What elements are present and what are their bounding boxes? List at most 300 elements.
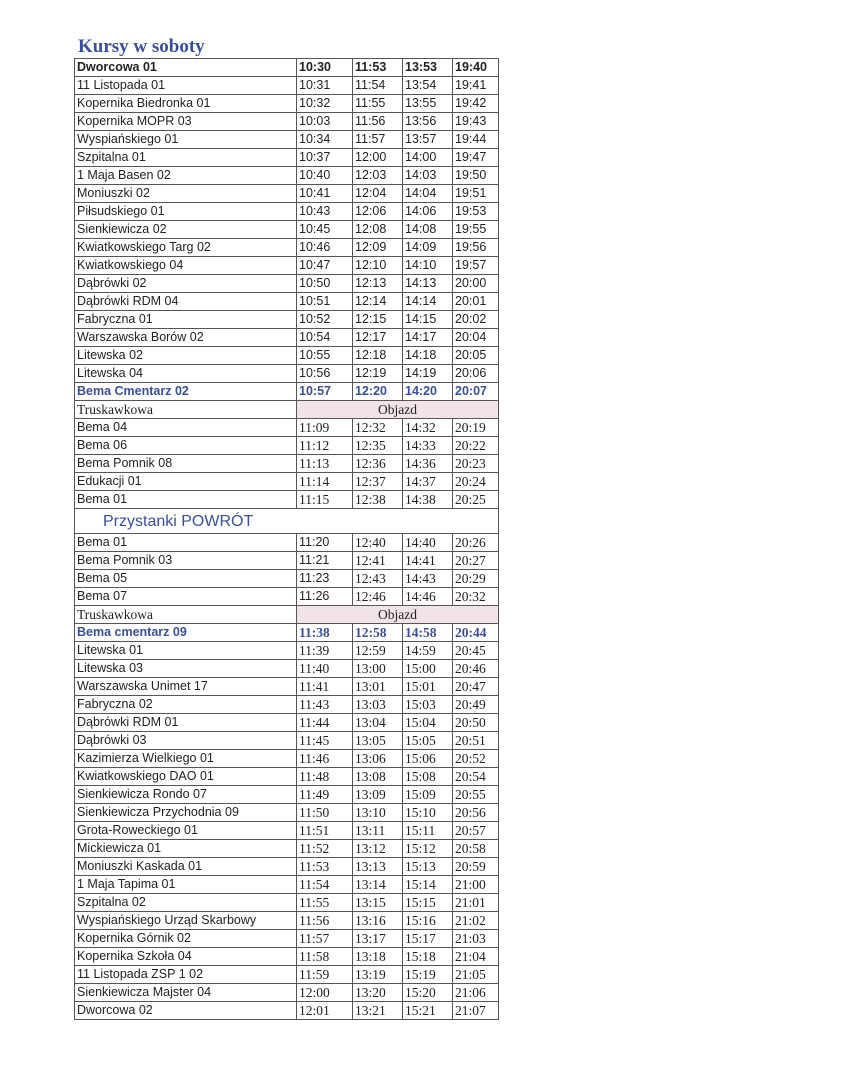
departure-time: 14:37 bbox=[403, 473, 453, 491]
departure-time: 10:45 bbox=[297, 221, 353, 239]
table-row bbox=[75, 948, 499, 966]
departure-time: 10:30 bbox=[297, 59, 353, 77]
stop-name: Truskawkowa bbox=[75, 401, 297, 419]
table-row bbox=[75, 329, 499, 347]
table-row bbox=[75, 149, 499, 167]
departure-time: 20:27 bbox=[453, 552, 499, 570]
stop-name: Dąbrówki 02 bbox=[75, 275, 297, 293]
departure-time: 12:19 bbox=[353, 365, 403, 383]
departure-time: 20:46 bbox=[453, 660, 499, 678]
stop-name: Kwiatkowskiego Targ 02 bbox=[75, 239, 297, 257]
departure-time: 20:23 bbox=[453, 455, 499, 473]
departure-time: 14:32 bbox=[403, 419, 453, 437]
stop-name: Kwiatkowskiego 04 bbox=[75, 257, 297, 275]
departure-time: 10:51 bbox=[297, 293, 353, 311]
departure-time: 11:14 bbox=[297, 473, 353, 491]
departure-time: 13:13 bbox=[353, 858, 403, 876]
table-row bbox=[75, 966, 499, 984]
stop-name: Dworcowa 01 bbox=[75, 59, 297, 77]
departure-time: 11:21 bbox=[297, 552, 353, 570]
table-row bbox=[75, 365, 499, 383]
stop-name: Kopernika MOPR 03 bbox=[75, 113, 297, 131]
table-row bbox=[75, 534, 499, 552]
detour-row bbox=[75, 401, 499, 419]
stop-name: Dąbrówki RDM 01 bbox=[75, 714, 297, 732]
departure-time: 12:09 bbox=[353, 239, 403, 257]
table-row bbox=[75, 858, 499, 876]
departure-time: 14:15 bbox=[403, 311, 453, 329]
stop-name: Kwiatkowskiego DAO 01 bbox=[75, 768, 297, 786]
departure-time: 20:26 bbox=[453, 534, 499, 552]
page-title: Kursy w soboty bbox=[78, 36, 205, 57]
departure-time: 13:54 bbox=[403, 77, 453, 95]
departure-time: 19:50 bbox=[453, 167, 499, 185]
stop-name: Sienkiewicza 02 bbox=[75, 221, 297, 239]
departure-time: 15:11 bbox=[403, 822, 453, 840]
departure-time: 11:12 bbox=[297, 437, 353, 455]
departure-time: 12:40 bbox=[353, 534, 403, 552]
departure-time: 20:47 bbox=[453, 678, 499, 696]
table-row bbox=[75, 293, 499, 311]
departure-time: 20:57 bbox=[453, 822, 499, 840]
departure-time: 11:39 bbox=[297, 642, 353, 660]
departure-time: 14:36 bbox=[403, 455, 453, 473]
departure-time: 14:20 bbox=[403, 383, 453, 401]
departure-time: 12:18 bbox=[353, 347, 403, 365]
departure-time: 11:59 bbox=[297, 966, 353, 984]
departure-time: 15:08 bbox=[403, 768, 453, 786]
departure-time: 14:40 bbox=[403, 534, 453, 552]
table-row bbox=[75, 347, 499, 365]
stop-name: 11 Listopada ZSP 1 02 bbox=[75, 966, 297, 984]
departure-time: 11:44 bbox=[297, 714, 353, 732]
departure-time: 15:04 bbox=[403, 714, 453, 732]
stop-name: Dworcowa 02 bbox=[75, 1002, 297, 1020]
departure-time: 12:01 bbox=[297, 1002, 353, 1020]
departure-time: 11:57 bbox=[297, 930, 353, 948]
departure-time: 11:23 bbox=[297, 570, 353, 588]
table-row bbox=[75, 588, 499, 606]
stop-name: Warszawska Unimet 17 bbox=[75, 678, 297, 696]
table-row bbox=[75, 552, 499, 570]
departure-time: 11:43 bbox=[297, 696, 353, 714]
table-row bbox=[75, 419, 499, 437]
stop-name: Bema 07 bbox=[75, 588, 297, 606]
departure-time: 13:04 bbox=[353, 714, 403, 732]
departure-time: 11:55 bbox=[297, 894, 353, 912]
departure-time: 13:09 bbox=[353, 786, 403, 804]
table-row bbox=[75, 221, 499, 239]
departure-time: 15:10 bbox=[403, 804, 453, 822]
departure-time: 19:42 bbox=[453, 95, 499, 113]
departure-time: 20:54 bbox=[453, 768, 499, 786]
departure-time: 10:46 bbox=[297, 239, 353, 257]
departure-time: 10:50 bbox=[297, 275, 353, 293]
stop-name: Sienkiewicza Rondo 07 bbox=[75, 786, 297, 804]
table-row bbox=[75, 167, 499, 185]
departure-time: 14:33 bbox=[403, 437, 453, 455]
stop-name: Moniuszki Kaskada 01 bbox=[75, 858, 297, 876]
timetable bbox=[74, 58, 499, 1020]
departure-time: 10:57 bbox=[297, 383, 353, 401]
table-row bbox=[75, 239, 499, 257]
table-row bbox=[75, 473, 499, 491]
departure-time: 15:06 bbox=[403, 750, 453, 768]
departure-time: 20:02 bbox=[453, 311, 499, 329]
stop-name: Bema Pomnik 08 bbox=[75, 455, 297, 473]
departure-time: 14:19 bbox=[403, 365, 453, 383]
departure-time: 19:44 bbox=[453, 131, 499, 149]
departure-time: 11:40 bbox=[297, 660, 353, 678]
table-row bbox=[75, 455, 499, 473]
departure-time: 21:00 bbox=[453, 876, 499, 894]
stop-name: Bema 01 bbox=[75, 534, 297, 552]
departure-time: 11:58 bbox=[297, 948, 353, 966]
stop-name: Sienkiewicza Majster 04 bbox=[75, 984, 297, 1002]
stop-name: Sienkiewicza Przychodnia 09 bbox=[75, 804, 297, 822]
departure-time: 13:21 bbox=[353, 1002, 403, 1020]
departure-time: 15:03 bbox=[403, 696, 453, 714]
departure-time: 13:20 bbox=[353, 984, 403, 1002]
table-row bbox=[75, 113, 499, 131]
departure-time: 10:47 bbox=[297, 257, 353, 275]
departure-time: 14:43 bbox=[403, 570, 453, 588]
departure-time: 11:20 bbox=[297, 534, 353, 552]
table-row bbox=[75, 95, 499, 113]
departure-time: 12:15 bbox=[353, 311, 403, 329]
table-row bbox=[75, 77, 499, 95]
table-row bbox=[75, 131, 499, 149]
table-row bbox=[75, 876, 499, 894]
departure-time: 11:13 bbox=[297, 455, 353, 473]
stop-name: Bema Pomnik 03 bbox=[75, 552, 297, 570]
departure-time: 11:41 bbox=[297, 678, 353, 696]
table-row bbox=[75, 437, 499, 455]
stop-name: Szpitalna 01 bbox=[75, 149, 297, 167]
departure-time: 15:18 bbox=[403, 948, 453, 966]
departure-time: 13:00 bbox=[353, 660, 403, 678]
departure-time: 12:58 bbox=[353, 624, 403, 642]
departure-time: 20:55 bbox=[453, 786, 499, 804]
departure-time: 15:17 bbox=[403, 930, 453, 948]
departure-time: 20:05 bbox=[453, 347, 499, 365]
departure-time: 12:35 bbox=[353, 437, 403, 455]
departure-time: 10:43 bbox=[297, 203, 353, 221]
table-row bbox=[75, 750, 499, 768]
departure-time: 10:40 bbox=[297, 167, 353, 185]
table-row bbox=[75, 383, 499, 401]
table-row bbox=[75, 257, 499, 275]
table-row bbox=[75, 185, 499, 203]
departure-time: 20:45 bbox=[453, 642, 499, 660]
departure-time: 13:03 bbox=[353, 696, 403, 714]
stop-name: Kopernika Biedronka 01 bbox=[75, 95, 297, 113]
stop-name: Grota-Roweckiego 01 bbox=[75, 822, 297, 840]
stop-name: Edukacji 01 bbox=[75, 473, 297, 491]
departure-time: 19:43 bbox=[453, 113, 499, 131]
departure-time: 11:53 bbox=[297, 858, 353, 876]
departure-time: 19:55 bbox=[453, 221, 499, 239]
table-row bbox=[75, 804, 499, 822]
stop-name: Szpitalna 02 bbox=[75, 894, 297, 912]
departure-time: 12:37 bbox=[353, 473, 403, 491]
departure-time: 11:56 bbox=[353, 113, 403, 131]
departure-time: 11:09 bbox=[297, 419, 353, 437]
departure-time: 20:24 bbox=[453, 473, 499, 491]
departure-time: 14:38 bbox=[403, 491, 453, 509]
departure-time: 13:57 bbox=[403, 131, 453, 149]
departure-time: 11:15 bbox=[297, 491, 353, 509]
departure-time: 19:51 bbox=[453, 185, 499, 203]
departure-time: 19:47 bbox=[453, 149, 499, 167]
departure-time: 10:55 bbox=[297, 347, 353, 365]
table-row bbox=[75, 912, 499, 930]
stop-name: Litewska 02 bbox=[75, 347, 297, 365]
table-row bbox=[75, 624, 499, 642]
table-row bbox=[75, 786, 499, 804]
departure-time: 11:55 bbox=[353, 95, 403, 113]
timetable-body bbox=[75, 59, 499, 1020]
departure-time: 20:59 bbox=[453, 858, 499, 876]
table-row bbox=[75, 275, 499, 293]
stop-name: Bema 05 bbox=[75, 570, 297, 588]
departure-time: 10:03 bbox=[297, 113, 353, 131]
table-row bbox=[75, 840, 499, 858]
table-row bbox=[75, 822, 499, 840]
departure-time: 13:12 bbox=[353, 840, 403, 858]
departure-time: 15:19 bbox=[403, 966, 453, 984]
departure-time: 15:13 bbox=[403, 858, 453, 876]
table-row bbox=[75, 678, 499, 696]
return-section-title: Przystanki POWRÓT bbox=[75, 509, 499, 534]
departure-time: 20:49 bbox=[453, 696, 499, 714]
departure-time: 14:04 bbox=[403, 185, 453, 203]
section-header bbox=[75, 509, 499, 534]
table-row bbox=[75, 491, 499, 509]
departure-time: 21:07 bbox=[453, 1002, 499, 1020]
departure-time: 15:14 bbox=[403, 876, 453, 894]
departure-time: 13:14 bbox=[353, 876, 403, 894]
stop-name: Litewska 01 bbox=[75, 642, 297, 660]
departure-time: 11:53 bbox=[353, 59, 403, 77]
stop-name: 1 Maja Basen 02 bbox=[75, 167, 297, 185]
departure-time: 11:52 bbox=[297, 840, 353, 858]
departure-time: 12:13 bbox=[353, 275, 403, 293]
stop-name: 11 Listopada 01 bbox=[75, 77, 297, 95]
table-row bbox=[75, 894, 499, 912]
departure-time: 14:14 bbox=[403, 293, 453, 311]
departure-time: 19:53 bbox=[453, 203, 499, 221]
departure-time: 13:10 bbox=[353, 804, 403, 822]
stop-name: Fabryczna 01 bbox=[75, 311, 297, 329]
departure-time: 11:54 bbox=[353, 77, 403, 95]
departure-time: 20:06 bbox=[453, 365, 499, 383]
stop-name: Truskawkowa bbox=[75, 606, 297, 624]
departure-time: 13:05 bbox=[353, 732, 403, 750]
departure-time: 15:01 bbox=[403, 678, 453, 696]
departure-time: 15:20 bbox=[403, 984, 453, 1002]
departure-time: 14:17 bbox=[403, 329, 453, 347]
departure-time: 14:09 bbox=[403, 239, 453, 257]
departure-time: 19:41 bbox=[453, 77, 499, 95]
departure-time: 14:41 bbox=[403, 552, 453, 570]
departure-time: 10:41 bbox=[297, 185, 353, 203]
departure-time: 15:05 bbox=[403, 732, 453, 750]
detour-note: Objazd bbox=[297, 606, 499, 624]
departure-time: 11:26 bbox=[297, 588, 353, 606]
departure-time: 12:08 bbox=[353, 221, 403, 239]
departure-time: 20:00 bbox=[453, 275, 499, 293]
departure-time: 20:44 bbox=[453, 624, 499, 642]
departure-time: 14:46 bbox=[403, 588, 453, 606]
departure-time: 12:14 bbox=[353, 293, 403, 311]
departure-time: 14:18 bbox=[403, 347, 453, 365]
stop-name: Kopernika Szkoła 04 bbox=[75, 948, 297, 966]
departure-time: 19:40 bbox=[453, 59, 499, 77]
departure-time: 12:20 bbox=[353, 383, 403, 401]
table-row bbox=[75, 696, 499, 714]
departure-time: 13:19 bbox=[353, 966, 403, 984]
stop-name: Mickiewicza 01 bbox=[75, 840, 297, 858]
stop-name: Fabryczna 02 bbox=[75, 696, 297, 714]
table-row bbox=[75, 311, 499, 329]
departure-time: 12:00 bbox=[297, 984, 353, 1002]
departure-time: 19:56 bbox=[453, 239, 499, 257]
departure-time: 12:46 bbox=[353, 588, 403, 606]
departure-time: 15:00 bbox=[403, 660, 453, 678]
departure-time: 10:31 bbox=[297, 77, 353, 95]
departure-time: 11:57 bbox=[353, 131, 403, 149]
departure-time: 14:03 bbox=[403, 167, 453, 185]
stop-name: Wyspiańskiego 01 bbox=[75, 131, 297, 149]
stop-name: Piłsudskiego 01 bbox=[75, 203, 297, 221]
departure-time: 12:06 bbox=[353, 203, 403, 221]
departure-time: 12:59 bbox=[353, 642, 403, 660]
table-row bbox=[75, 1002, 499, 1020]
departure-time: 11:45 bbox=[297, 732, 353, 750]
departure-time: 15:21 bbox=[403, 1002, 453, 1020]
departure-time: 21:04 bbox=[453, 948, 499, 966]
table-row bbox=[75, 570, 499, 588]
departure-time: 13:17 bbox=[353, 930, 403, 948]
departure-time: 20:25 bbox=[453, 491, 499, 509]
departure-time: 12:36 bbox=[353, 455, 403, 473]
departure-time: 12:04 bbox=[353, 185, 403, 203]
departure-time: 21:02 bbox=[453, 912, 499, 930]
departure-time: 13:18 bbox=[353, 948, 403, 966]
departure-time: 11:56 bbox=[297, 912, 353, 930]
departure-time: 12:43 bbox=[353, 570, 403, 588]
departure-time: 13:06 bbox=[353, 750, 403, 768]
departure-time: 20:56 bbox=[453, 804, 499, 822]
departure-time: 14:10 bbox=[403, 257, 453, 275]
departure-time: 15:15 bbox=[403, 894, 453, 912]
stop-name: Dąbrówki 03 bbox=[75, 732, 297, 750]
departure-time: 15:12 bbox=[403, 840, 453, 858]
departure-time: 21:06 bbox=[453, 984, 499, 1002]
table-row bbox=[75, 714, 499, 732]
departure-time: 11:38 bbox=[297, 624, 353, 642]
departure-time: 21:05 bbox=[453, 966, 499, 984]
departure-time: 11:54 bbox=[297, 876, 353, 894]
departure-time: 10:56 bbox=[297, 365, 353, 383]
departure-time: 20:58 bbox=[453, 840, 499, 858]
departure-time: 20:51 bbox=[453, 732, 499, 750]
departure-time: 21:01 bbox=[453, 894, 499, 912]
departure-time: 12:32 bbox=[353, 419, 403, 437]
table-row bbox=[75, 984, 499, 1002]
departure-time: 20:04 bbox=[453, 329, 499, 347]
departure-time: 12:38 bbox=[353, 491, 403, 509]
departure-time: 14:08 bbox=[403, 221, 453, 239]
stop-name: Bema Cmentarz 02 bbox=[75, 383, 297, 401]
table-row bbox=[75, 732, 499, 750]
departure-time: 21:03 bbox=[453, 930, 499, 948]
departure-time: 13:55 bbox=[403, 95, 453, 113]
departure-time: 13:01 bbox=[353, 678, 403, 696]
table-row bbox=[75, 660, 499, 678]
stop-name: Wyspiańskiego Urząd Skarbowy bbox=[75, 912, 297, 930]
stop-name: Dąbrówki RDM 04 bbox=[75, 293, 297, 311]
departure-time: 11:48 bbox=[297, 768, 353, 786]
departure-time: 13:56 bbox=[403, 113, 453, 131]
stop-name: 1 Maja Tapima 01 bbox=[75, 876, 297, 894]
departure-time: 14:58 bbox=[403, 624, 453, 642]
table-row bbox=[75, 930, 499, 948]
departure-time: 15:09 bbox=[403, 786, 453, 804]
departure-time: 11:49 bbox=[297, 786, 353, 804]
departure-time: 14:00 bbox=[403, 149, 453, 167]
departure-time: 20:32 bbox=[453, 588, 499, 606]
departure-time: 13:11 bbox=[353, 822, 403, 840]
departure-time: 10:32 bbox=[297, 95, 353, 113]
stop-name: Kopernika Górnik 02 bbox=[75, 930, 297, 948]
departure-time: 13:53 bbox=[403, 59, 453, 77]
stop-name: Warszawska Borów 02 bbox=[75, 329, 297, 347]
departure-time: 20:19 bbox=[453, 419, 499, 437]
table-row bbox=[75, 59, 499, 77]
departure-time: 14:06 bbox=[403, 203, 453, 221]
stop-name: Litewska 04 bbox=[75, 365, 297, 383]
departure-time: 10:52 bbox=[297, 311, 353, 329]
detour-row bbox=[75, 606, 499, 624]
departure-time: 10:54 bbox=[297, 329, 353, 347]
departure-time: 14:59 bbox=[403, 642, 453, 660]
stop-name: Bema 01 bbox=[75, 491, 297, 509]
table-row bbox=[75, 203, 499, 221]
stop-name: Kazimierza Wielkiego 01 bbox=[75, 750, 297, 768]
departure-time: 13:08 bbox=[353, 768, 403, 786]
departure-time: 12:17 bbox=[353, 329, 403, 347]
departure-time: 20:01 bbox=[453, 293, 499, 311]
departure-time: 19:57 bbox=[453, 257, 499, 275]
departure-time: 11:46 bbox=[297, 750, 353, 768]
departure-time: 12:00 bbox=[353, 149, 403, 167]
departure-time: 20:52 bbox=[453, 750, 499, 768]
departure-time: 11:51 bbox=[297, 822, 353, 840]
departure-time: 20:50 bbox=[453, 714, 499, 732]
stop-name: Moniuszki 02 bbox=[75, 185, 297, 203]
departure-time: 12:10 bbox=[353, 257, 403, 275]
stop-name: Bema 06 bbox=[75, 437, 297, 455]
departure-time: 12:41 bbox=[353, 552, 403, 570]
table-row bbox=[75, 768, 499, 786]
departure-time: 13:16 bbox=[353, 912, 403, 930]
departure-time: 10:37 bbox=[297, 149, 353, 167]
departure-time: 20:29 bbox=[453, 570, 499, 588]
departure-time: 10:34 bbox=[297, 131, 353, 149]
detour-note: Objazd bbox=[297, 401, 499, 419]
